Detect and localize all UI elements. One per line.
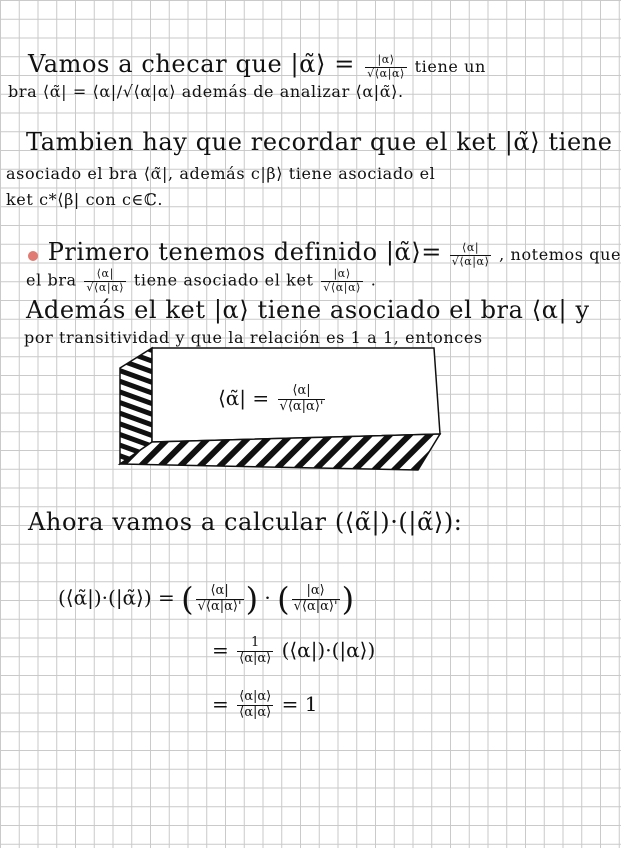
p3-line3 [26, 296, 590, 324]
paren-open-1: ( [181, 580, 194, 618]
p3-line2-text: el bra [26, 270, 83, 290]
p1-line1-text: Vamos a checar que [28, 50, 291, 78]
p3-line2-frac1-den: √⟨α|α⟩ [86, 280, 125, 294]
p2-line1 [26, 128, 613, 156]
calc-r3-rest: = 1 [281, 691, 318, 716]
p4-text: Ahora vamos a calcular (⟨α̃|)·(|α̃⟩): [28, 508, 463, 536]
paren-open-2: ( [277, 580, 290, 618]
p3-line1-text: Primero tenemos definido |α̃⟩= [47, 238, 443, 266]
calc-r3-frac-num: ⟨α|α⟩ [239, 689, 272, 704]
calc-r1-frac2-num: |α⟩ [292, 584, 340, 600]
p2-line3-text: ket c*⟨β| con c∈ℂ. [6, 190, 164, 209]
p3-line2-end: . [370, 270, 377, 290]
calc-r2-frac-num: 1 [237, 636, 273, 652]
boxed-result [218, 384, 327, 415]
p1-line2-frac: ⟨α|/√⟨α|α⟩ [92, 82, 177, 101]
p3-line2-frac2-num: |α⟩ [321, 268, 363, 282]
calc-r2-frac-den: ⟨α|α⟩ [239, 650, 272, 666]
p1-frac-den: √⟨α|α⟩ [367, 67, 405, 80]
boxed-frac-num: ⟨α| [278, 384, 326, 400]
p1-line2-text: bra ⟨α̃| = [8, 82, 93, 101]
p3-line2-fraction1 [84, 268, 126, 294]
p1-line2-tail: además de analizar ⟨α|α̃⟩. [181, 82, 404, 101]
calc-r1-fraction1 [196, 584, 244, 615]
p3-line1-tail: , notemos que [499, 245, 621, 264]
bullet-icon [28, 251, 38, 261]
calc-row3 [212, 690, 317, 721]
p3-line1-frac-den: √⟨α|α⟩ [451, 255, 490, 268]
p3-line2-mid: tiene asociado el ket [133, 270, 320, 290]
p3-line2-frac2-den: √⟨α|α⟩ [323, 280, 361, 294]
calc-row2 [212, 636, 375, 667]
paren-close-2: ) [341, 580, 355, 618]
p4-line [28, 508, 463, 536]
p2-line1-text: Tambien hay que recordar que el ket |α̃⟩ tiene [26, 128, 613, 156]
p2-line2 [6, 164, 435, 183]
calc-r1-lhs: (⟨α̃|)·(|α̃⟩) = [58, 585, 182, 610]
calc-r2-fraction [237, 636, 273, 667]
p2-line2-text: asociado el bra ⟨α̃|, además c|β⟩ tiene asociado el [6, 164, 436, 183]
boxed-fraction [278, 384, 326, 415]
p3-line2 [26, 268, 376, 294]
p1-line1 [28, 50, 486, 81]
boxed-frac-den: √⟨α|α⟩' [279, 398, 324, 414]
p2-line3 [6, 190, 163, 209]
paren-close-1: ) [245, 580, 259, 618]
p1-frac-num: |α⟩ [365, 54, 407, 68]
p1-line2 [8, 82, 404, 101]
calc-r2-rest: (⟨α|)·(|α⟩) [281, 637, 376, 662]
p1-line1-tail: tiene un [414, 57, 486, 76]
calc-r3-frac-den: ⟨α|α⟩ [239, 704, 272, 720]
p1-ket: |α̃⟩ = [290, 50, 364, 78]
calc-r1-frac1-num: ⟨α| [196, 584, 244, 600]
p3-line4 [24, 328, 483, 347]
calc-r3-fraction [237, 690, 273, 721]
p3-line2-frac1-num: ⟨α| [84, 268, 126, 282]
p3-line4-text: por transitividad y que la relación es 1 a 1, entonces [24, 328, 483, 347]
calc-r2-eq: = [212, 637, 236, 662]
p3-line2-fraction2 [321, 268, 363, 294]
boxed-lhs: ⟨α̃| = [218, 385, 276, 410]
calc-r1-dot: · [264, 585, 271, 610]
calc-row1 [58, 580, 354, 618]
p1-fraction [365, 54, 407, 80]
p3-line1 [28, 238, 621, 269]
p3-line1-fraction [450, 242, 492, 268]
p3-line1-frac-num: ⟨α| [450, 242, 492, 256]
calc-r1-frac2-den: √⟨α|α⟩' [293, 598, 338, 614]
calc-r1-frac1-den: √⟨α|α⟩' [197, 598, 242, 614]
calc-r3-eq: = [212, 691, 236, 716]
p3-line3-text: Además el ket |α⟩ tiene asociado el bra ⟨α| y [26, 296, 590, 324]
calc-r1-fraction2 [292, 584, 340, 615]
